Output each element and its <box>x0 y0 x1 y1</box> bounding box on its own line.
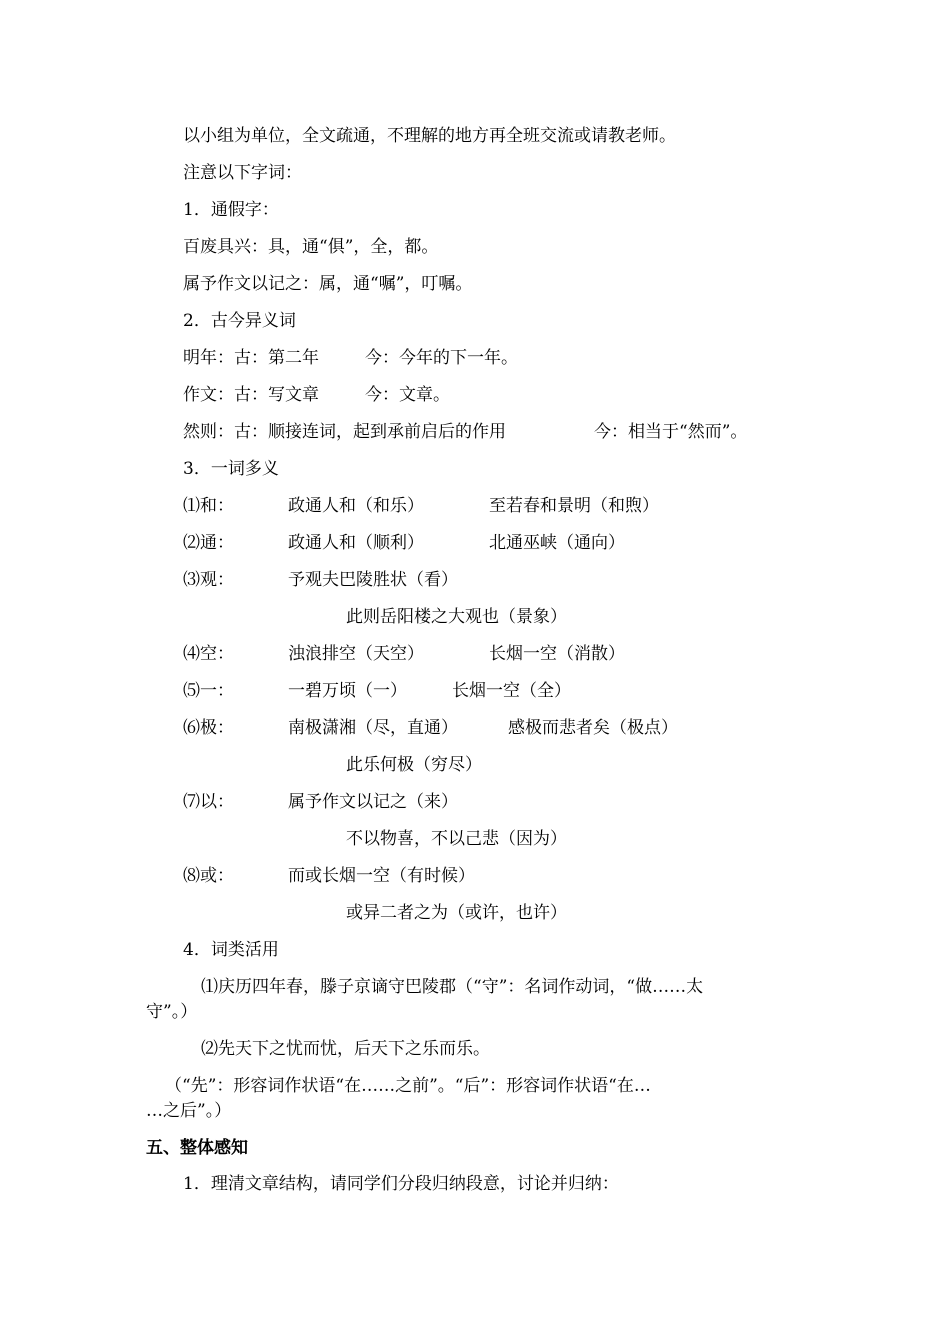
polysemy-label: ⑶观： <box>183 570 234 590</box>
polysemy-example: 属予作文以记之（来） <box>288 792 458 812</box>
gujin-row-word: 作文：古：写文章 <box>183 385 319 405</box>
section-heading-zhengti: 五、整体感知 <box>146 1138 248 1158</box>
huoyong-item-1-cont: 守”。） <box>146 1002 198 1022</box>
polysemy-label: ⑹极： <box>183 718 234 738</box>
huoyong-item-1: ⑴庆历四年春，滕子京谪守巴陵郡（“守”：名词作动词，“做……太 <box>201 977 704 997</box>
list-item: 属予作文以记之：属，通“嘱”，叮嘱。 <box>183 274 473 294</box>
polysemy-example: 或异二者之为（或许，也许） <box>346 903 567 923</box>
intro-note: 注意以下字词： <box>183 163 302 183</box>
polysemy-example: 南极潇湘（尽，直通） <box>288 718 458 738</box>
section-heading-huoyong: 4．词类活用 <box>183 940 279 960</box>
polysemy-label: ⑴和： <box>183 496 234 516</box>
huoyong-note-cont: …之后”。） <box>146 1101 232 1121</box>
polysemy-example: 予观夫巴陵胜状（看） <box>288 570 458 590</box>
gujin-row-modern: 今：文章。 <box>365 385 450 405</box>
huoyong-item-2: ⑵先天下之忧而忧，后天下之乐而乐。 <box>201 1039 490 1059</box>
polysemy-example: 长烟一空（消散） <box>489 644 625 664</box>
huoyong-note: （“先”：形容词作状语“在……之前”。“后”：形容词作状语“在… <box>165 1076 651 1096</box>
gujin-row-modern: 今：相当于“然而”。 <box>594 422 748 442</box>
polysemy-label: ⑸一： <box>183 681 234 701</box>
polysemy-label: ⑻或： <box>183 866 234 886</box>
polysemy-example: 政通人和（和乐） <box>288 496 424 516</box>
polysemy-example: 北通巫峡（通向） <box>489 533 625 553</box>
polysemy-example: 此则岳阳楼之大观也（景象） <box>346 607 567 627</box>
zhengti-item-1: 1．理清文章结构，请同学们分段归纳段意，讨论并归纳： <box>183 1174 619 1194</box>
intro-paragraph: 以小组为单位，全文疏通，不理解的地方再全班交流或请教老师。 <box>183 126 676 146</box>
gujin-row-word: 然则：古：顺接连词，起到承前启后的作用 <box>183 422 506 442</box>
section-heading-duoyi: 3．一词多义 <box>183 459 279 479</box>
polysemy-example: 一碧万顷（一） <box>288 681 407 701</box>
gujin-row-word: 明年：古：第二年 <box>183 348 319 368</box>
polysemy-example: 而或长烟一空（有时候） <box>288 866 475 886</box>
polysemy-label: ⑺以： <box>183 792 234 812</box>
polysemy-example: 此乐何极（穷尽） <box>346 755 482 775</box>
section-heading-tongjiazi: 1．通假字： <box>183 200 279 220</box>
list-item: 百废具兴：具，通“俱”，全，都。 <box>183 237 439 257</box>
polysemy-example: 长烟一空（全） <box>452 681 571 701</box>
polysemy-label: ⑵通： <box>183 533 234 553</box>
polysemy-label: ⑷空： <box>183 644 234 664</box>
section-heading-gujin: 2．古今异义词 <box>183 311 296 331</box>
polysemy-example: 不以物喜，不以己悲（因为） <box>346 829 567 849</box>
polysemy-example: 感极而悲者矣（极点） <box>508 718 678 738</box>
polysemy-example: 至若春和景明（和煦） <box>489 496 659 516</box>
polysemy-example: 政通人和（顺利） <box>288 533 424 553</box>
gujin-row-modern: 今：今年的下一年。 <box>365 348 518 368</box>
polysemy-example: 浊浪排空（天空） <box>288 644 424 664</box>
